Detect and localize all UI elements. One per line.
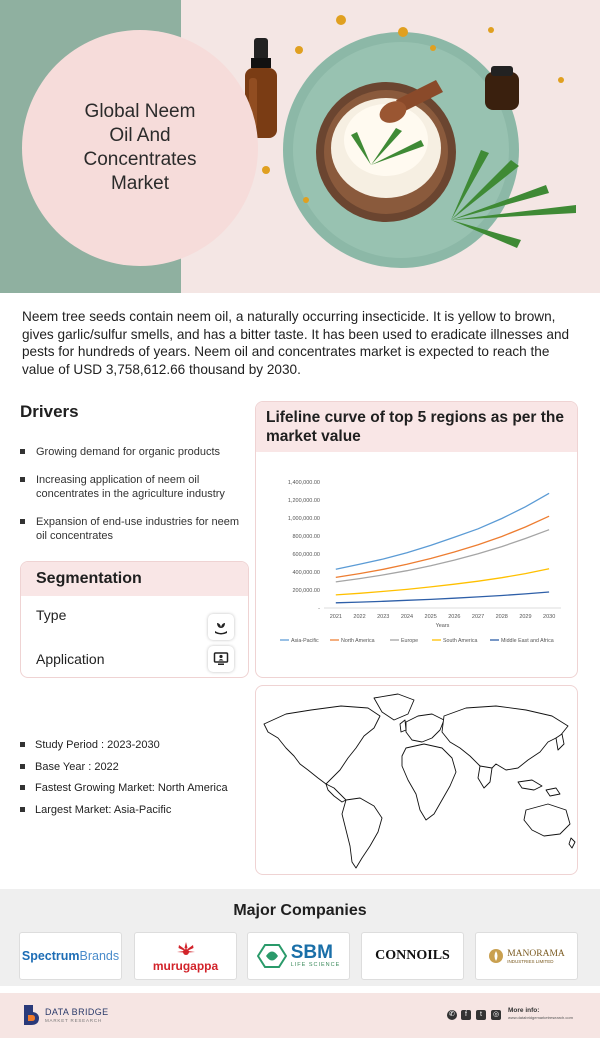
series-line-north-america bbox=[336, 516, 549, 577]
driver-item: Growing demand for organic products bbox=[20, 445, 248, 459]
sbm-logo-text: SBM bbox=[290, 942, 333, 963]
manorama-logo bbox=[475, 932, 578, 980]
y-tick-label: 1,400,000.00 bbox=[287, 480, 320, 486]
more-info-label: More info: bbox=[508, 1007, 540, 1014]
sbm-life-science-logo bbox=[247, 932, 350, 980]
title-line-3: Market bbox=[110, 173, 170, 194]
legend-label: Asia-Pacific bbox=[291, 638, 319, 644]
chart-heading: Lifeline curve of top 5 regions as per the market value bbox=[256, 402, 577, 452]
market-stats-list bbox=[20, 738, 250, 824]
x-tick-label: 2027 bbox=[471, 614, 485, 620]
chart-card bbox=[255, 401, 578, 678]
x-tick-label: 2022 bbox=[353, 614, 366, 620]
legend-label: South America bbox=[443, 638, 478, 644]
x-tick-label: 2021 bbox=[329, 614, 342, 620]
segmentation-heading: Segmentation bbox=[21, 562, 248, 596]
world-map-card bbox=[255, 685, 578, 875]
drivers-list bbox=[20, 445, 248, 557]
y-tick-label: 400,000.00 bbox=[292, 570, 320, 576]
connoils-logo bbox=[361, 932, 464, 980]
murugappa-logo-text: murugappa bbox=[152, 959, 219, 973]
stat-largest-market: Largest Market: Asia-Pacific bbox=[20, 803, 250, 817]
manorama-emblem-icon bbox=[488, 947, 504, 965]
hero-banner bbox=[0, 0, 600, 293]
manorama-logo-text: MANORAMA bbox=[507, 948, 565, 959]
stat-base-year: Base Year : 2022 bbox=[20, 760, 250, 774]
legend-label: North America bbox=[341, 638, 375, 644]
series-line-middle-east-and-africa bbox=[336, 592, 549, 603]
manorama-logo-subtext: INDUSTRIES LIMITED bbox=[507, 958, 554, 964]
y-tick-label: 1,000,000.00 bbox=[287, 516, 320, 522]
world-map bbox=[256, 686, 578, 875]
x-tick-label: 2023 bbox=[377, 614, 390, 620]
facebook-icon[interactable]: f bbox=[461, 1010, 471, 1020]
spectrum-logo-text: Spectrum bbox=[21, 949, 80, 963]
stat-fastest-growing: Fastest Growing Market: North America bbox=[20, 781, 250, 795]
title-line-2: Oil And Concentrates bbox=[83, 125, 197, 170]
x-tick-label: 2024 bbox=[400, 614, 414, 620]
y-tick-label: 800,000.00 bbox=[292, 534, 320, 540]
footer-brand-name: DATA BRIDGE bbox=[45, 1007, 109, 1017]
x-tick-label: 2026 bbox=[448, 614, 461, 620]
legend-label: Europe bbox=[401, 638, 419, 644]
x-axis-title: Years bbox=[435, 623, 450, 629]
major-companies-section bbox=[0, 889, 600, 986]
segmentation-card bbox=[20, 561, 249, 678]
data-bridge-logo-icon bbox=[21, 1003, 41, 1027]
murugappa-emblem-icon bbox=[175, 940, 197, 958]
sbm-emblem-icon bbox=[257, 943, 287, 969]
segment-application-label: Application bbox=[36, 651, 105, 667]
companies-heading: Major Companies bbox=[233, 902, 367, 919]
title-line-1: Global Neem bbox=[84, 101, 196, 122]
line-chart bbox=[256, 456, 578, 676]
brands-logo-text: Brands bbox=[79, 949, 120, 963]
hero-title-circle bbox=[22, 30, 258, 266]
drivers-heading: Drivers bbox=[20, 402, 79, 421]
x-tick-label: 2028 bbox=[495, 614, 508, 620]
x-tick-label: 2030 bbox=[543, 614, 556, 620]
driver-item: Expansion of end-use industries for neem oil concentrates bbox=[20, 515, 248, 543]
legend-label: Middle East and Africa bbox=[501, 638, 554, 644]
whatsapp-icon[interactable]: ✆ bbox=[447, 1010, 457, 1020]
segment-type-label: Type bbox=[36, 607, 67, 623]
page-title bbox=[55, 100, 225, 196]
stat-study-period: Study Period : 2023-2030 bbox=[20, 738, 250, 752]
footer-brand-sub: MARKET RESEARCH bbox=[45, 1018, 102, 1023]
x-tick-label: 2029 bbox=[519, 614, 532, 620]
series-line-asia-pacific bbox=[336, 493, 549, 569]
monitor-user-icon bbox=[208, 646, 234, 672]
y-tick-label: 600,000.00 bbox=[292, 552, 320, 558]
spectrum-brands-logo bbox=[19, 932, 122, 980]
connoils-logo-text: CONNOILS bbox=[375, 948, 450, 963]
driver-item: Increasing application of neem oil concentrates in the agriculture industry bbox=[20, 473, 248, 501]
y-tick-label: 1,200,000.00 bbox=[287, 498, 320, 504]
sbm-logo-subtext: LIFE SCIENCE bbox=[290, 962, 341, 968]
twitter-icon[interactable]: t bbox=[476, 1010, 486, 1020]
plant-hand-icon bbox=[208, 614, 234, 640]
website-link[interactable]: www.databridgemarketresearch.com bbox=[508, 1015, 573, 1020]
intro-paragraph: Neem tree seeds contain neem oil, a naturally occurring insecticide. It is yellow to brown, gives garlic/sulfur smells, and has a bitter taste. It has been used to eradicate illnesses and pests for hundreds of years. Neem oil and concentrates market is expected to reach the value of USD 3,758,612.66 thousand by 2030. bbox=[22, 309, 570, 377]
footer bbox=[0, 993, 600, 1038]
instagram-icon[interactable]: ◎ bbox=[492, 1011, 500, 1018]
murugappa-logo bbox=[134, 932, 237, 980]
y-tick-label: 200,000.00 bbox=[292, 588, 320, 594]
y-tick-label: - bbox=[318, 606, 320, 612]
x-tick-label: 2025 bbox=[424, 614, 437, 620]
